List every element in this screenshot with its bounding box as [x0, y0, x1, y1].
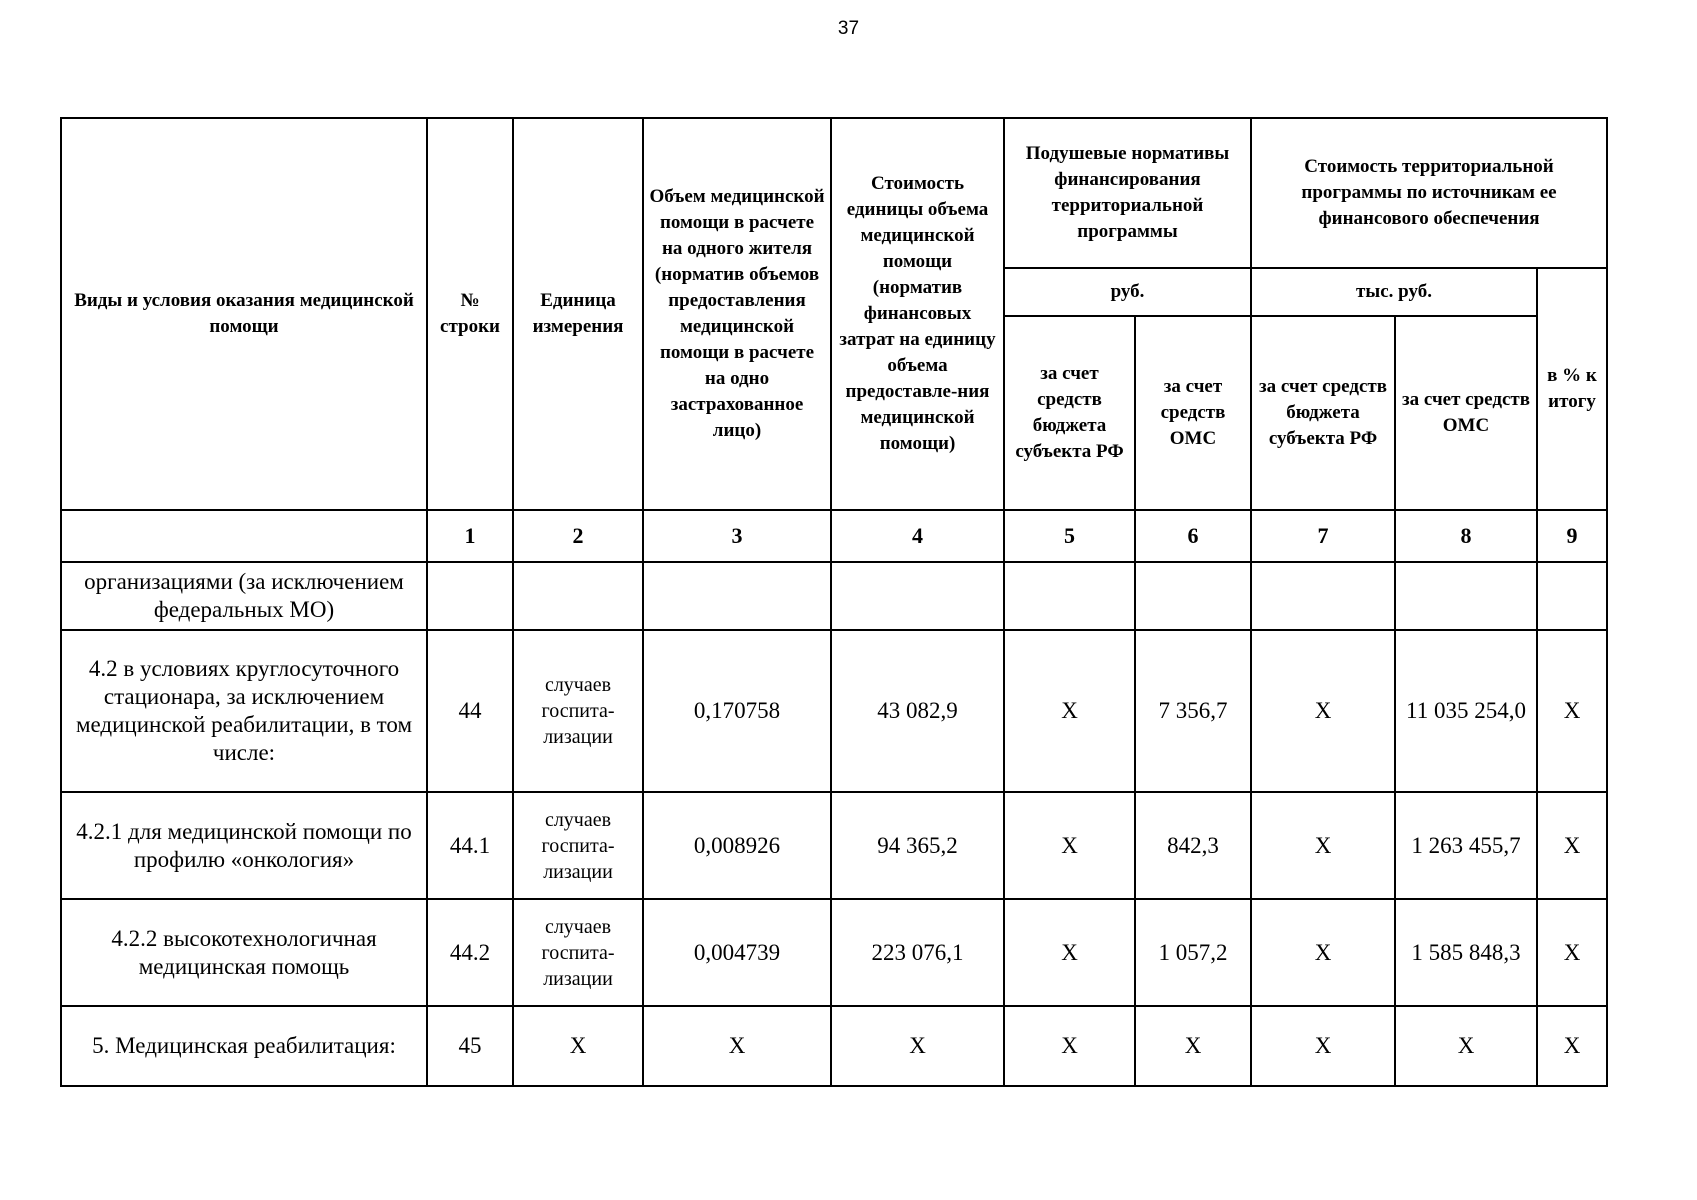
row-name: 4.2.2 высокотехнологичная медицинская помощь [61, 899, 427, 1006]
row-no [427, 562, 513, 630]
row-volume [643, 562, 831, 630]
row-volume: 0,008926 [643, 792, 831, 899]
row-oms-thous [1395, 562, 1537, 630]
header-budget-rub: за счет средств бюджета субъекта РФ [1004, 316, 1135, 510]
row-name: организациями (за исключением федеральных МО) [61, 562, 427, 630]
row-percent: X [1537, 899, 1607, 1006]
header-budget-thous: за счет средств бюджета субъекта РФ [1251, 316, 1395, 510]
column-number: 8 [1395, 510, 1537, 562]
table-row [61, 562, 1607, 630]
header-oms-thous: за счет средств ОМС [1395, 316, 1537, 510]
row-budget-thous [1251, 562, 1395, 630]
column-number: 1 [427, 510, 513, 562]
row-name: 4.2 в условиях круглосуточного стационара, за исключением медицинской реабилитации, в том числе: [61, 630, 427, 792]
row-budget-rub: X [1004, 792, 1135, 899]
header-row-no: № строки [427, 118, 513, 510]
row-oms-thous: 1 585 848,3 [1395, 899, 1537, 1006]
column-number: 3 [643, 510, 831, 562]
column-number: 4 [831, 510, 1004, 562]
row-budget-thous: X [1251, 792, 1395, 899]
row-unit: X [513, 1006, 643, 1086]
row-no: 44.2 [427, 899, 513, 1006]
row-no: 45 [427, 1006, 513, 1086]
header-volume: Объем медицинской помощи в расчете на одного жителя (норматив объемов предоставления медицинской помощи в расчете на одно застрахованное лицо) [643, 118, 831, 510]
table-row [61, 1006, 1607, 1086]
funding-table [60, 117, 1608, 1087]
row-percent: X [1537, 1006, 1607, 1086]
column-number [61, 510, 427, 562]
header-program-cost-group: Стоимость территориальной программы по источникам ее финансового обеспечения [1251, 118, 1607, 268]
table-row [61, 899, 1607, 1006]
row-cost: 94 365,2 [831, 792, 1004, 899]
row-volume: 0,004739 [643, 899, 831, 1006]
row-name: 5. Медицинская реабилитация: [61, 1006, 427, 1086]
row-oms-rub: X [1135, 1006, 1251, 1086]
column-number: 5 [1004, 510, 1135, 562]
row-oms-thous: 1 263 455,7 [1395, 792, 1537, 899]
row-percent: X [1537, 630, 1607, 792]
row-name: 4.2.1 для медицинской помощи по профилю «онкология» [61, 792, 427, 899]
row-no: 44 [427, 630, 513, 792]
column-number: 9 [1537, 510, 1607, 562]
row-budget-rub: X [1004, 899, 1135, 1006]
header-unit: Единица измерения [513, 118, 643, 510]
row-oms-thous: X [1395, 1006, 1537, 1086]
row-no: 44.1 [427, 792, 513, 899]
row-cost: 43 082,9 [831, 630, 1004, 792]
row-oms-rub: 842,3 [1135, 792, 1251, 899]
row-percent: X [1537, 792, 1607, 899]
header-cost: Стоимость единицы объема медицинской помощи (норматив финансовых затрат на единицу объема предоставле-ния медицинской помощи) [831, 118, 1004, 510]
column-number: 2 [513, 510, 643, 562]
row-oms-rub [1135, 562, 1251, 630]
page-number: 37 [837, 18, 860, 39]
row-unit: случаев госпита-лизации [513, 899, 643, 1006]
row-oms-rub: 7 356,7 [1135, 630, 1251, 792]
row-budget-rub: X [1004, 1006, 1135, 1086]
header-per-capita-group: Подушевые нормативы финансирования территориальной программы [1004, 118, 1251, 268]
row-unit: случаев госпита-лизации [513, 630, 643, 792]
header-unit-rub: руб. [1004, 268, 1251, 316]
row-budget-thous: X [1251, 899, 1395, 1006]
header-oms-rub: за счет средств ОМС [1135, 316, 1251, 510]
header-unit-thous-rub: тыс. руб. [1251, 268, 1537, 316]
row-budget-rub [1004, 562, 1135, 630]
row-budget-thous: X [1251, 630, 1395, 792]
column-number: 7 [1251, 510, 1395, 562]
table-row [61, 630, 1607, 792]
table-row [61, 792, 1607, 899]
row-oms-rub: 1 057,2 [1135, 899, 1251, 1006]
row-volume: X [643, 1006, 831, 1086]
column-number: 6 [1135, 510, 1251, 562]
row-unit: случаев госпита-лизации [513, 792, 643, 899]
row-unit [513, 562, 643, 630]
column-number-row [61, 510, 1607, 562]
row-percent [1537, 562, 1607, 630]
row-oms-thous: 11 035 254,0 [1395, 630, 1537, 792]
row-cost: 223 076,1 [831, 899, 1004, 1006]
header-percent: в % к итогу [1537, 268, 1607, 510]
row-volume: 0,170758 [643, 630, 831, 792]
header-kind: Виды и условия оказания медицинской помощи [61, 118, 427, 510]
row-budget-thous: X [1251, 1006, 1395, 1086]
row-cost: X [831, 1006, 1004, 1086]
row-cost [831, 562, 1004, 630]
row-budget-rub: X [1004, 630, 1135, 792]
